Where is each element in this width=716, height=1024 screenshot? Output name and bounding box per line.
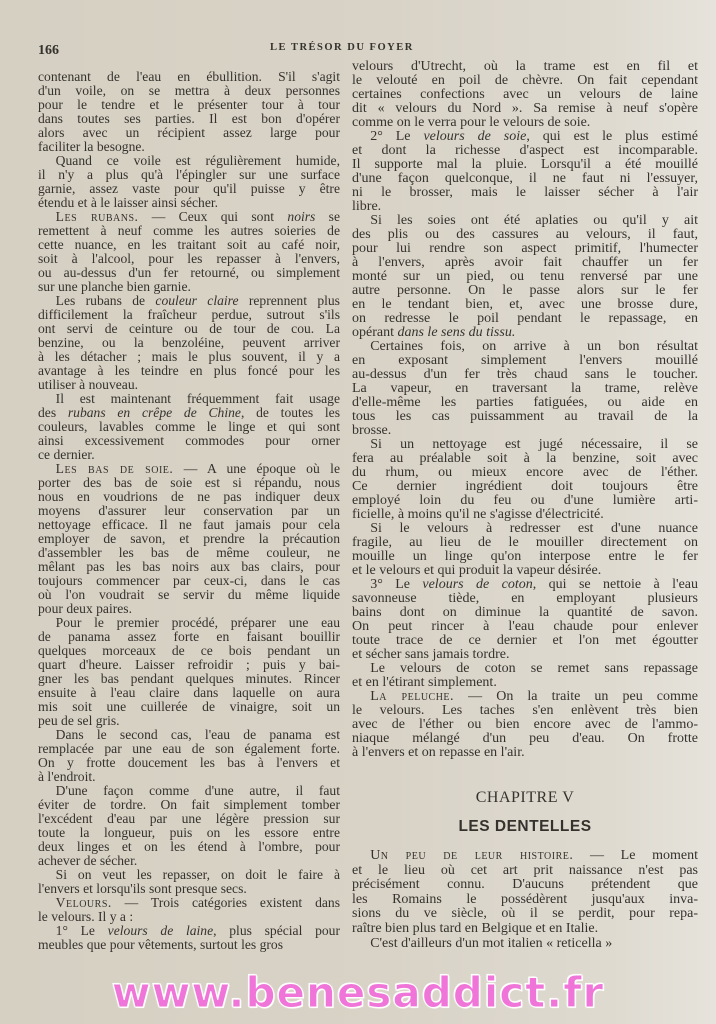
- text-line: moyens d'assurer leur conservation par un: [38, 503, 340, 518]
- text-line: à l'envers et on repasse en l'air.: [352, 745, 525, 760]
- text-line: libre.: [352, 199, 382, 214]
- paragraph: [352, 662, 698, 690]
- text-line: D'une façon comme d'une autre, il faut: [55, 783, 340, 798]
- text-line: on redresse le poil pendant le repassage, en: [352, 311, 698, 326]
- text-line: le velours. Il y a :: [38, 909, 134, 924]
- text-line: utiliser à nouveau.: [38, 377, 139, 392]
- page-number: 166: [38, 43, 59, 58]
- section-heading: Un peu de leur histoire.: [370, 848, 574, 863]
- text-line: ensuite à l'eau claire dans laquelle on aura: [38, 685, 340, 700]
- paragraph: [38, 294, 340, 392]
- text-line: [352, 578, 698, 592]
- left-column: [38, 70, 340, 952]
- text-line: employer de savon, et prendre la précaution: [38, 531, 340, 546]
- text-line: à l'envers, après avoir fait chauffer un fer: [352, 255, 698, 270]
- text-line: ont servi de ceinture ou de tour de cou. La: [38, 321, 340, 336]
- paragraph: [38, 784, 340, 868]
- text-line: niaque mélangé d'un peu d'eau. On frotte: [352, 731, 698, 746]
- paragraph: [38, 392, 340, 462]
- text-line: [352, 326, 698, 340]
- text-line: pour lui rendre son aspect primitif, l'humecter: [352, 241, 698, 256]
- paragraph: [38, 154, 340, 210]
- paragraph: [352, 849, 698, 937]
- paragraph: [38, 616, 340, 728]
- text-line: Dans le second cas, l'eau de panama est: [55, 727, 340, 742]
- paragraph: [352, 522, 698, 578]
- paragraph: [38, 896, 340, 924]
- text-line: le velouté en poil de chèvre. On fait cependant: [352, 73, 698, 88]
- text-line: et dont la richesse d'aspect est incomparable.: [352, 143, 698, 158]
- text-line: Quand ce voile est régulièrement humide,: [55, 153, 340, 168]
- text-line: La vapeur, en traversant la trame, relève: [352, 381, 698, 396]
- text-line: couleurs, lavables comme le linge et qui sont: [38, 419, 340, 434]
- text-line: ainsi excessivement commodes pour orner: [38, 433, 340, 448]
- text-line: ce dernier.: [38, 447, 95, 462]
- text-line: Si le velours à redresser est d'une nuance: [370, 521, 698, 536]
- text-line: mis soit une cuillerée de vinaigre, soit un: [38, 699, 340, 714]
- text-run: , qui est le plus estimé: [526, 129, 698, 144]
- text-line: Certaines fois, on arrive à un bon résultat: [370, 339, 698, 354]
- text-run: , qui se nettoie à l'eau: [532, 577, 698, 592]
- section-heading: Les rubans.: [55, 209, 139, 224]
- text-line: garnie, assez vaste pour qu'il puisse y être: [38, 181, 340, 196]
- emphasis: rubans en crêpe de Chine: [67, 405, 241, 420]
- watermark: www.benesaddict.fr: [111, 968, 605, 1017]
- text-line: Il supporte mal la pluie. Lorsqu'il a été mouillé: [352, 157, 698, 172]
- paragraph: [352, 60, 698, 130]
- text-run: 2° Le: [370, 129, 424, 144]
- text-line: avec de l'éther ou bien encore avec de l'ammo-: [352, 717, 698, 732]
- text-line: deux linges et on les étend à l'ombre, pour: [38, 839, 340, 854]
- text-line: à les détacher ; mais le plus souvent, il y a: [38, 349, 340, 364]
- text-line: toute trace de ce dernier et l'on met égoutter: [352, 633, 698, 648]
- text-line: [352, 130, 698, 144]
- section-heading: Velours.: [55, 895, 112, 910]
- text-run: , de toutes les: [240, 405, 340, 420]
- text-line: Il est maintenant fréquemment fait usage: [55, 391, 340, 406]
- text-line: ou au-dessus d'un fer retourné, ou simplement: [38, 265, 340, 280]
- text-line: quelques morceaux de ce bois pendant un: [38, 643, 340, 658]
- text-line: de panama assez forte en faisant bouillir: [38, 629, 340, 644]
- section-heading: Les bas de soie.: [55, 461, 174, 476]
- text-line: le velours. Les taches s'en enlèvent très bien: [352, 703, 698, 718]
- text-line: dit « velours du Nord ». Sa remise à neuf s'opère: [352, 101, 698, 116]
- text-line: meubles que pour vêtements, surtout les gros: [38, 937, 284, 952]
- text-run: opérant: [352, 325, 398, 340]
- text-line: [38, 462, 340, 476]
- text-line: Le velours de coton se remet sans repassage: [370, 661, 698, 676]
- text-run: reprennent plus: [238, 293, 340, 308]
- text-line: sions du ve siècle, où il se perdit, pour repa-: [352, 906, 698, 922]
- text-line: du rhum, ou mieux encore avec de l'éther.: [352, 465, 698, 480]
- text-line: tous les cas puissamment au travail de la: [352, 409, 698, 424]
- text-line: benzine, ou la benzoléine, peuvent arriver: [38, 335, 340, 350]
- text-line: éviter de tordre. On fait simplement tomber: [38, 797, 340, 812]
- text-line: d'un voile, on se mettra à deux personnes: [38, 83, 340, 98]
- text-line: raître bien plus tard en Belgique et en Italie.: [352, 920, 599, 936]
- emphasis: velours de coton: [422, 577, 533, 592]
- text-line: cette nuance, en les traitant soit au café noir,: [38, 237, 340, 252]
- text-run: des: [38, 405, 68, 420]
- text-line: faciliter la besogne.: [38, 139, 145, 154]
- paragraph: [38, 70, 340, 154]
- text-line: en exposant simplement l'envers mouillé: [352, 353, 698, 368]
- text-line: [352, 849, 698, 864]
- text-line: contenant de l'eau en ébullition. S'il s'agit: [38, 69, 340, 84]
- text-line: On y frotte doucement les bas à l'envers et: [38, 755, 340, 770]
- text-line: et le velours et qui produit la vapeur désirée.: [352, 563, 602, 578]
- text-line: [38, 294, 340, 308]
- text-line: l'envers et lorsqu'ils sont presque secs.: [38, 881, 247, 896]
- right-column: [352, 60, 698, 760]
- text-line: fragile, au lieu de le mouiller directement on: [352, 535, 698, 550]
- text-line: brosse.: [352, 423, 392, 438]
- text-line: et le lieu où cet art prit naissance n'est pas: [352, 862, 698, 878]
- text-line: étendu et à le laisser ainsi sécher.: [38, 195, 219, 210]
- text-line: à l'endroit.: [38, 769, 96, 784]
- text-line: d'assembler les bas de même couleur, ne: [38, 545, 340, 560]
- text-line: [38, 896, 340, 910]
- text-line: gner les bas pendant quelques minutes. Rincer: [38, 671, 340, 686]
- paragraph: [38, 210, 340, 294]
- text-line: remplacée par une eau de son également forte.: [38, 741, 340, 756]
- text-line: On peut rincer à l'eau chaude pour enlever: [352, 619, 698, 634]
- text-line: en le tendant bien, et, avec une brosse dure,: [352, 297, 698, 312]
- chapter-title: LES DENTELLES: [458, 818, 592, 835]
- running-title: LE TRÉSOR DU FOYER: [270, 42, 414, 53]
- text-line: d'une façon quelconque, il ne faut ni l'essuyer,: [352, 171, 698, 186]
- emphasis: velours de laine: [107, 923, 214, 938]
- text-line: soit à l'alcool, pour les repasser à l'envers,: [38, 251, 340, 266]
- text-line: savonneuse tiède, en employant plusieurs: [352, 591, 698, 606]
- text-line: fera au préalable soit à la benzine, soit avec: [352, 451, 698, 466]
- emphasis: noirs: [287, 209, 316, 224]
- text-line: [38, 210, 340, 224]
- text-line: nettoyage efficace. Il ne faut jamais pour cela: [38, 517, 340, 532]
- paragraph: [38, 462, 340, 616]
- text-line: autre personne. On le passe alors sur le fer: [352, 283, 698, 298]
- text-line: remettent à neuf comme les autres soieries de: [38, 223, 340, 238]
- text-run: — A une époque où le: [173, 461, 340, 476]
- text-line: l'excédent d'eau par une légère pression sur: [38, 811, 340, 826]
- text-line: comme on le verra pour le velours de soie.: [352, 115, 591, 130]
- text-line: Pour le premier procédé, préparer une eau: [55, 615, 340, 630]
- paragraph: [352, 438, 698, 522]
- emphasis: couleur claire: [155, 293, 239, 308]
- text-line: porter des bas de soie est si répandu, nous: [38, 475, 340, 490]
- text-run: — On la traite un peu comme: [454, 689, 698, 704]
- text-line: [38, 924, 340, 938]
- text-line: où l'on voudrait se servir du même liquide: [38, 587, 340, 602]
- paragraph: [352, 214, 698, 340]
- text-line: velours d'Utrecht, où la trame est en fil et: [352, 59, 698, 74]
- text-run: , plus spécial pour: [213, 923, 340, 938]
- text-line: [38, 406, 340, 420]
- text-line: bains dont on diminue la quantité de savon.: [352, 605, 698, 620]
- text-line: nous en voudrions de ne pas indiquer deux: [38, 489, 340, 504]
- text-line: dans toutes ses parties. Il est bon d'opérer: [38, 111, 340, 126]
- text-line: ficielle, à moins qu'il ne s'agisse d'électricité.: [352, 507, 604, 522]
- text-line: les Romains le possédèrent jusqu'aux inva-: [352, 891, 698, 907]
- text-line: toute la longueur, puis on les essore entre: [38, 825, 340, 840]
- text-run: Les rubans de: [55, 293, 156, 308]
- text-line: Si les soies ont été aplaties ou qu'il y ait: [370, 213, 698, 228]
- text-line: et sécher sans jamais tordre.: [352, 647, 510, 662]
- paragraph: [352, 690, 698, 760]
- text-line: précisément connu. D'aucuns prétendent que: [352, 877, 698, 893]
- text-run: — Trois catégories existent dans: [111, 895, 340, 910]
- text-line: ni le brosser, mais le laisser sécher à l'air: [352, 185, 698, 200]
- text-line: alors avec un récipient assez large pour: [38, 125, 340, 140]
- text-line: peu de sel gris.: [38, 713, 120, 728]
- paragraph: [38, 728, 340, 784]
- paragraph: [352, 937, 698, 952]
- text-line: mouille un linge qu'on interpose entre le fer: [352, 549, 698, 564]
- text-line: Si un nettoyage est jugé nécessaire, il se: [370, 437, 698, 452]
- text-run: 3° Le: [370, 577, 423, 592]
- text-line: mêlant pas les bas noirs aux bas clairs, pour: [38, 559, 340, 574]
- text-line: des plis ou des cassures au velours, il faut,: [352, 227, 698, 242]
- text-line: Si on veut les repasser, on doit le faire à: [55, 867, 340, 882]
- right-column-chapter-text: [352, 849, 698, 951]
- text-line: monté sur un pied, ou tenu renversé par une: [352, 269, 698, 284]
- text-line: certaines confections avec un velours de laine: [352, 87, 698, 102]
- text-line: sur une planche bien garnie.: [38, 279, 191, 294]
- text-line: toujours commencer par ceux-ci, dans le cas: [38, 573, 340, 588]
- paragraph: [38, 924, 340, 952]
- text-run: — Ceux qui sont: [138, 209, 288, 224]
- text-run: 1° Le: [55, 923, 108, 938]
- chapter-label: CHAPITRE V: [475, 789, 575, 806]
- text-line: avantage à les teindre en plus foncé pour les: [38, 363, 340, 378]
- text-run: — Le moment: [573, 848, 698, 863]
- text-line: achever de sécher.: [38, 853, 138, 868]
- text-line: il n'y a plus qu'à l'épingler sur une surface: [38, 167, 340, 182]
- text-line: au-dessus d'un fer très chaud sans le toucher.: [352, 367, 698, 382]
- paragraph: [352, 340, 698, 438]
- paragraph: [352, 578, 698, 662]
- text-line: Ce dernier ingrédient doit toujours être: [352, 479, 698, 494]
- paragraph: [38, 868, 340, 896]
- text-line: quart d'heure. Laisser refroidir ; puis y bai-: [38, 657, 340, 672]
- text-line: difficilement la fraîcheur perdue, sutrout s'ils: [38, 307, 340, 322]
- emphasis: velours de soie: [423, 129, 527, 144]
- text-run: se: [315, 209, 340, 224]
- text-line: d'elle-même les parties fatiguées, ou aide en: [352, 395, 698, 410]
- paragraph: [352, 130, 698, 214]
- section-heading: La peluche.: [370, 689, 455, 704]
- text-line: [352, 690, 698, 704]
- text-line: pour deux paires.: [38, 601, 132, 616]
- text-line: C'est d'ailleurs d'un mot italien « reticella »: [370, 935, 613, 951]
- text-line: employé loin du feu ou d'une lumière arti-: [352, 493, 698, 508]
- text-line: et en l'étirant simplement.: [352, 675, 497, 690]
- emphasis: dans le sens du tissu.: [397, 325, 516, 340]
- text-line: pour le tendre et le présenter tour à tour: [38, 97, 340, 112]
